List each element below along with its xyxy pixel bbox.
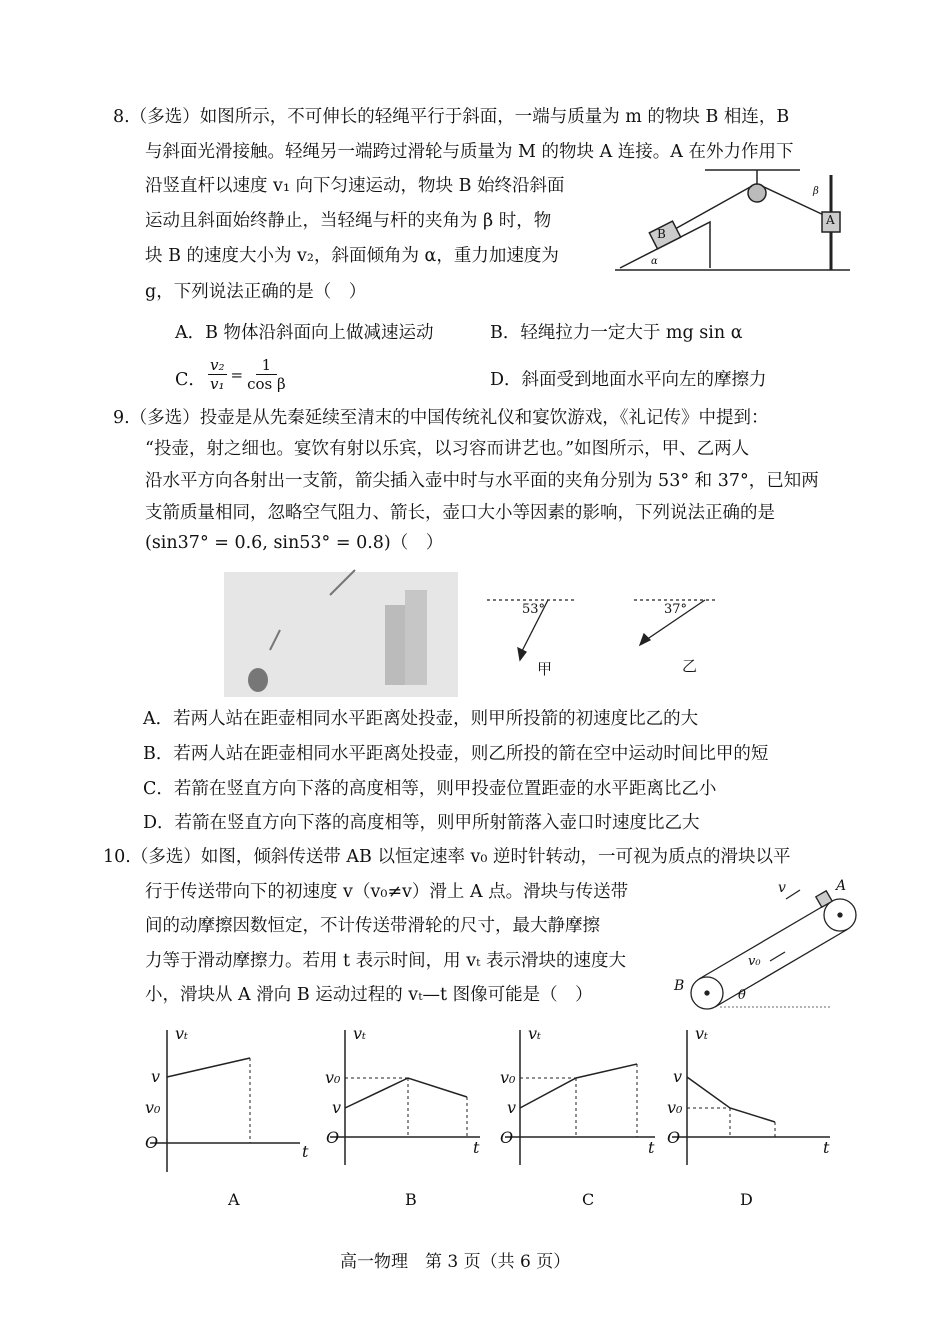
q9-line: 沿水平方向各射出一支箭，箭尖插入壶中时与水平面的夹角分别为 53° 和 37°，已知两 (145, 471, 819, 491)
v-label: v (778, 880, 786, 896)
denominator: v₁ (210, 375, 225, 393)
q9-option-a: A．若两人站在距壶相同水平距离处投壶，则甲所投箭的初速度比乙的大 (143, 709, 699, 729)
q9-option-d: D．若箭在竖直方向下落的高度相等，则甲所射箭落入壶口时速度比乙大 (143, 813, 700, 833)
graph-b-v: v (332, 1098, 342, 1117)
graph-c (505, 1030, 655, 1165)
equals: = (230, 365, 244, 384)
graph-b-line (345, 1078, 467, 1108)
graph-b-axis-v: vₜ (353, 1024, 366, 1043)
graph-c-v0: v₀ (500, 1068, 516, 1087)
q8-line: 8.（多选）如图所示，不可伸长的轻绳平行于斜面，一端与质量为 m 的物块 B 相连，B (113, 107, 790, 127)
graph-c-origin: O (500, 1128, 514, 1147)
graph-a-v0: v₀ (145, 1098, 161, 1117)
graph-b-origin: O (326, 1128, 340, 1147)
q10-conveyor-figure (691, 890, 856, 1009)
angle-alpha-label: α (651, 256, 658, 267)
graph-b-axis-t: t (473, 1138, 480, 1157)
theta-label: θ (738, 988, 746, 1003)
graph-a-axis-t: t (302, 1142, 309, 1161)
q8-option-a: A．B 物体沿斜面向上做减速运动 (175, 323, 434, 343)
slider-block (816, 891, 832, 907)
label-yi: 乙 (682, 657, 698, 675)
graph-d-v0: v₀ (667, 1098, 683, 1117)
graph-d (672, 1030, 830, 1165)
graph-d-v: v (673, 1067, 683, 1086)
graph-a-label: A (228, 1190, 240, 1209)
graph-c-axis-t: t (648, 1138, 655, 1157)
numerator: 1 (256, 356, 278, 375)
q8-option-b: B．轻绳拉力一定大于 mg sin α (490, 323, 743, 343)
graph-c-label: C (582, 1190, 595, 1209)
graph-d-axis-t: t (823, 1138, 830, 1157)
q8-option-d: D．斜面受到地面水平向左的摩擦力 (490, 370, 767, 390)
q9-line: 支箭质量相同，忽略空气阻力、箭长，壶口大小等因素的影响，下列说法正确的是 (145, 503, 775, 523)
q8-option-c-label: C． (175, 370, 206, 390)
q8-line: g，下列说法正确的是（ ） (145, 282, 367, 302)
graph-d-line (687, 1077, 775, 1122)
q10-line: 10.（多选）如图，倾斜传送带 AB 以恒定速率 v₀ 逆时针转动，一可视为质点的滑块以平 (103, 847, 791, 867)
graph-c-v: v (507, 1098, 517, 1117)
page-footer: 高一物理 第 3 页（共 6 页） (340, 1252, 571, 1272)
graph-b-label: B (405, 1190, 417, 1209)
q8-line: 与斜面光滑接触。轻绳另一端跨过滑轮与质量为 M 的物块 A 连接。A 在外力作用下 (145, 142, 794, 162)
graph-b-v0: v₀ (325, 1068, 341, 1087)
q9-option-c: C．若箭在竖直方向下落的高度相等，则甲投壶位置距壶的水平距离比乙小 (143, 779, 717, 799)
graph-a-origin: O (145, 1133, 159, 1152)
q10-line: 小，滑块从 A 滑向 B 运动过程的 vₜ—t 图像可能是（ ） (145, 985, 593, 1005)
angle-beta-label: β (813, 186, 819, 197)
graph-a-axis-v: vₜ (175, 1024, 188, 1043)
q8-line: 沿竖直杆以速度 v₁ 向下匀速运动，物块 B 始终沿斜面 (145, 176, 565, 196)
rope-left (675, 186, 752, 229)
point-b-label: B (674, 978, 685, 994)
q9-line: “投壶，射之细也。宴饮有射以乐宾，以习容而讲艺也。”如图所示，甲、乙两人 (145, 439, 750, 459)
q8-line: 运动且斜面始终静止，当轻绳与杆的夹角为 β 时，物 (145, 211, 552, 231)
q8-incline-figure (615, 170, 850, 270)
graph-a-v: v (151, 1067, 161, 1086)
q10-line: 间的动摩擦因数恒定，不计传送带滑轮的尺寸，最大静摩擦 (145, 916, 600, 936)
q8-line: 块 B 的速度大小为 v₂，斜面倾角为 α，重力加速度为 (145, 246, 559, 266)
angle-yi-label: 37° (664, 602, 688, 617)
block-a-label: A (826, 213, 835, 227)
point-a-label: A (836, 878, 847, 894)
v0-label: v₀ (748, 954, 761, 969)
numerator: v₂ (210, 356, 225, 374)
q10-line: 力等于滑动摩擦力。若用 t 表示时间，用 vₜ 表示滑块的速度大 (145, 951, 626, 971)
graph-c-axis-v: vₜ (528, 1024, 541, 1043)
q9-option-b: B．若两人站在距壶相同水平距离处投壶，则乙所投的箭在空中运动时间比甲的短 (143, 744, 769, 764)
label-jia: 甲 (537, 660, 553, 678)
block-b-label: B (657, 227, 666, 241)
q9-painting (224, 570, 458, 697)
graph-d-axis-v: vₜ (695, 1024, 708, 1043)
graph-d-origin: O (667, 1128, 681, 1147)
q9-line: 9.（多选）投壶是从先秦延续至清末的中国传统礼仪和宴饮游戏，《礼记传》中提到： (113, 408, 769, 428)
angle-jia-label: 53° (522, 602, 546, 617)
graph-a-line (167, 1058, 250, 1077)
q9-line: (sin37° = 0.6, sin53° = 0.8)（ ） (145, 533, 444, 553)
graph-d-label: D (740, 1190, 753, 1209)
q10-line: 行于传送带向下的初速度 v（v₀≠v）滑上 A 点。滑块与传送带 (145, 882, 629, 902)
graph-c-line (520, 1064, 637, 1108)
graph-a (150, 1030, 300, 1172)
denominator: cos β (247, 375, 286, 393)
graph-b (330, 1030, 480, 1165)
